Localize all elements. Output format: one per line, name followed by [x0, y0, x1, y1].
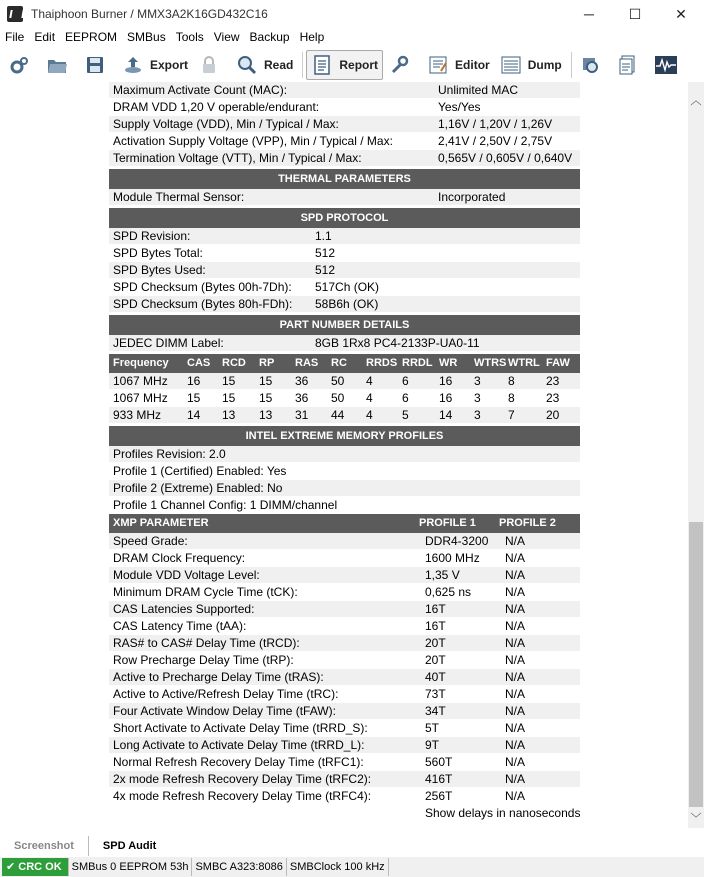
xmp-param-row: [109, 635, 580, 652]
menu-item-eeprom[interactable]: EEPROM: [65, 30, 118, 44]
voltage-row-key: Maximum Activate Count (MAC):: [113, 83, 288, 97]
timings-cell: 6: [402, 374, 409, 388]
xmp-info-row: [109, 446, 580, 463]
scrollbar-thumb[interactable]: [689, 522, 703, 807]
xmp-param-cell: N/A: [505, 772, 526, 786]
timings-col-header: FAW: [546, 357, 570, 369]
smbclock-status: SMBClock 100 kHz: [287, 858, 389, 876]
timings-cell: 16: [187, 374, 201, 388]
title-bar[interactable]: [0, 0, 704, 28]
xmp-param-cell: Row Precharge Delay Time (tRP):: [113, 653, 294, 667]
xmp-header: INTEL EXTREME MEMORY PROFILES: [109, 426, 580, 446]
wrench-button[interactable]: [385, 50, 421, 80]
show-delays-link[interactable]: Show delays in nanoseconds: [425, 806, 581, 820]
timings-cell: 4: [366, 408, 373, 422]
xmp-param-cell: 34T: [425, 704, 446, 718]
thermal-row-key: Module Thermal Sensor:: [113, 190, 245, 204]
timings-col-header: RRDS: [366, 357, 398, 369]
xmp-param-cell: 560T: [425, 755, 453, 769]
xmp-info-row: [109, 497, 580, 514]
timings-cell: 15: [259, 374, 273, 388]
timings-cell: 15: [259, 391, 273, 405]
timings-col-header: RC: [331, 357, 347, 369]
xmp-param-row: [109, 771, 580, 788]
xmp-param-row: [109, 584, 580, 601]
xmp-param-cell: 40T: [425, 670, 446, 684]
dump-button[interactable]: [496, 50, 566, 80]
voltage-row-key: Termination Voltage (VTT), Min / Typical / Max:: [113, 151, 362, 165]
xmp-param-cell: CAS Latencies Supported:: [113, 602, 255, 616]
voltage-row: [109, 82, 580, 99]
timings-cell: 6: [402, 391, 409, 405]
export-label: Export: [150, 58, 189, 72]
xmp-param-cell: 73T: [425, 687, 446, 701]
voltage-row-value: 0,565V / 0,605V / 0,640V: [438, 151, 573, 165]
timings-cell: 8: [508, 391, 515, 405]
xmp-param-cell: Module VDD Voltage Level:: [113, 568, 260, 582]
timings-row: [109, 373, 580, 390]
window-title: Thaiphoon Burner / MMX3A2K16GD432C16: [31, 7, 268, 21]
crc-status: ✔ CRC OK: [2, 858, 69, 876]
smbc-status: SMBC A323:8086: [192, 858, 286, 876]
timings-cell: 933 MHz: [113, 408, 162, 422]
timings-header: [109, 354, 580, 373]
chip-search-icon: [579, 54, 601, 76]
xmp-param-row: [109, 601, 580, 618]
toolbar: [0, 48, 704, 82]
timings-cell: 44: [331, 408, 345, 422]
timings-cell: 20: [546, 408, 560, 422]
vertical-scrollbar[interactable]: [688, 82, 704, 828]
timings-cell: 16: [439, 374, 453, 388]
spd-row: [109, 228, 580, 245]
read-button[interactable]: [232, 50, 297, 80]
timings-row: [109, 407, 580, 424]
xmp-param-cell: N/A: [505, 687, 526, 701]
save-file-button[interactable]: [80, 50, 116, 80]
xmp-param-cell: 5T: [425, 721, 440, 735]
voltage-row-value: 2,41V / 2,50V / 2,75V: [438, 134, 553, 148]
timings-cell: 15: [222, 374, 236, 388]
timings-cell: 4: [366, 391, 373, 405]
xmp-param-cell: N/A: [505, 568, 526, 582]
xmp-param-cell: Short Activate to Activate Delay Time (tRRD_S):: [113, 721, 368, 735]
scroll-up-arrow-icon[interactable]: ︿: [690, 95, 702, 107]
spd-row-value: 58B6h (OK): [315, 297, 379, 311]
timings-col-header: CAS: [187, 357, 211, 369]
timings-cell: 14: [187, 408, 201, 422]
spd-row-key: SPD Bytes Used:: [113, 263, 206, 277]
xmp-param-cell: 256T: [425, 789, 453, 803]
voltage-row-value: Unlimited MAC: [438, 83, 519, 97]
settings-tool-button[interactable]: [4, 50, 40, 80]
report-button[interactable]: [306, 50, 383, 80]
part-number-row-value: 8GB 1Rx8 PC4-2133P-UA0-11: [315, 336, 480, 350]
timings-cell: 31: [295, 408, 309, 422]
lock-icon: [198, 54, 220, 76]
timings-cell: 1067 MHz: [113, 391, 168, 405]
xmp-param-row: [109, 567, 580, 584]
xmp-param-cell: N/A: [505, 534, 526, 548]
smbus-status: SMBus 0 EEPROM 53h: [69, 858, 193, 876]
xmp-param-cell: DDR4-3200: [425, 534, 489, 548]
report-label: Report: [339, 58, 379, 72]
xmp-param-cell: Speed Grade:: [113, 534, 188, 548]
spd-report: [109, 82, 580, 822]
xmp-param-cell: 1,35 V: [425, 568, 460, 582]
xmp-col-header: PROFILE 1: [419, 517, 476, 529]
menu-item-smbus[interactable]: SMBus: [127, 30, 166, 44]
spd-row-key: SPD Bytes Total:: [113, 246, 203, 260]
timings-cell: 14: [439, 408, 453, 422]
xmp-param-row: [109, 720, 580, 737]
spd-row-key: SPD Checksum (Bytes 80h-FDh):: [113, 297, 293, 311]
timings-col-header: RAS: [295, 357, 319, 369]
xmp-param-cell: Normal Refresh Recovery Delay Time (tRFC1):: [113, 755, 364, 769]
thermal-header: THERMAL PARAMETERS: [109, 169, 580, 189]
xmp-info-text: Profile 1 (Certified) Enabled: Yes: [113, 464, 287, 478]
spd-row-key: SPD Revision:: [113, 229, 191, 243]
menu-item-backup[interactable]: Backup: [249, 30, 290, 44]
xmp-param-row: [109, 788, 580, 805]
timings-cell: 23: [546, 374, 560, 388]
toolbar-separator: [571, 52, 572, 78]
report-icon: [311, 54, 333, 76]
voltage-row-key: DRAM VDD 1,20 V operable/endurant:: [113, 100, 320, 114]
timings-col-header: Frequency: [113, 357, 169, 369]
timings-cell: 3: [474, 408, 481, 422]
waveform-icon: [655, 54, 677, 76]
timings-cell: 15: [187, 391, 201, 405]
spd-row-value: 512: [315, 263, 336, 277]
xmp-param-cell: 9T: [425, 738, 440, 752]
part-number-row: [109, 335, 580, 352]
timings-col-header: WR: [439, 357, 458, 369]
xmp-param-cell: 0,625 ns: [425, 585, 472, 599]
timings-cell: 7: [508, 408, 515, 422]
timings-cell: 36: [295, 391, 309, 405]
xmp-col-header: PROFILE 2: [499, 517, 556, 529]
xmp-param-cell: N/A: [505, 755, 526, 769]
xmp-param-cell: 2x mode Refresh Recovery Delay Time (tRFC2):: [113, 772, 372, 786]
xmp-param-cell: N/A: [505, 721, 526, 735]
document-icon: [617, 54, 639, 76]
menu-item-view[interactable]: View: [213, 30, 240, 44]
spd-row: [109, 262, 580, 279]
voltage-row-key: Supply Voltage (VDD), Min / Typical / Max:: [113, 117, 339, 131]
xmp-info-row: [109, 480, 580, 497]
timings-cell: 13: [259, 408, 273, 422]
timings-cell: 50: [331, 374, 345, 388]
xmp-param-cell: Long Activate to Activate Delay Time (tRRD_L):: [113, 738, 365, 752]
spd-row: [109, 245, 580, 262]
xmp-param-row: [109, 703, 580, 720]
timings-cell: 3: [474, 374, 481, 388]
chip-info-button[interactable]: [575, 50, 611, 80]
read-label: Read: [264, 58, 294, 72]
voltage-row: [109, 116, 580, 133]
spd-row-key: SPD Checksum (Bytes 00h-7Dh):: [113, 280, 292, 294]
xmp-param-row: [109, 737, 580, 754]
crc-status-label: CRC OK: [18, 861, 62, 873]
delays-option[interactable]: [109, 805, 580, 822]
bottom-tabs: [0, 836, 704, 856]
xmp-param-row: [109, 669, 580, 686]
timings-cell: 23: [546, 391, 560, 405]
timings-col-header: WTRL: [508, 357, 540, 369]
spd-row: [109, 279, 580, 296]
voltage-row: [109, 99, 580, 116]
xmp-param-cell: 4x mode Refresh Recovery Delay Time (tRFC4):: [113, 789, 372, 803]
dump-label: Dump: [527, 58, 562, 72]
xmp-param-cell: Four Activate Window Delay Time (tFAW):: [113, 704, 336, 718]
spd-header: SPD PROTOCOL: [109, 208, 580, 228]
timings-cell: 1067 MHz: [113, 374, 168, 388]
xmp-param-cell: 1600 MHz: [425, 551, 480, 565]
voltage-row-key: Activation Supply Voltage (VPP), Min / Typical / Max:: [113, 134, 393, 148]
app-logo-icon: [7, 6, 23, 22]
xmp-param-cell: N/A: [505, 670, 526, 684]
thermal-row-value: Incorporated: [438, 190, 506, 204]
xmp-param-row: [109, 652, 580, 669]
xmp-info-row: [109, 463, 580, 480]
editor-button[interactable]: [423, 50, 494, 80]
menu-bar: [0, 28, 704, 46]
open-file-button[interactable]: [42, 50, 78, 80]
xmp-param-cell: N/A: [505, 704, 526, 718]
part-number-header: PART NUMBER DETAILS: [109, 315, 580, 335]
maximize-button[interactable]: ☐: [628, 5, 642, 22]
tab-spd-audit[interactable]: SPD Audit: [102, 840, 157, 852]
xmp-param-cell: N/A: [505, 789, 526, 803]
timings-col-header: RRDL: [402, 357, 433, 369]
floppy-disk-icon: [84, 54, 106, 76]
document-button[interactable]: [613, 50, 649, 80]
xmp-param-cell: N/A: [505, 585, 526, 599]
xmp-params-header: [109, 514, 580, 533]
voltage-row: [109, 150, 580, 167]
timings-cell: 15: [222, 391, 236, 405]
folder-icon: [46, 54, 68, 76]
minimize-button[interactable]: ─: [584, 6, 594, 22]
xmp-param-row: [109, 618, 580, 635]
xmp-param-cell: N/A: [505, 619, 526, 633]
scroll-down-arrow-icon[interactable]: ﹀: [690, 813, 702, 825]
xmp-param-cell: Active to Active/Refresh Delay Time (tRC):: [113, 687, 339, 701]
timings-row: [109, 390, 580, 407]
spd-row-value: 517Ch (OK): [315, 280, 380, 294]
timings-col-header: RCD: [222, 357, 246, 369]
timings-cell: 13: [222, 408, 236, 422]
xmp-param-row: [109, 533, 580, 550]
voltage-row-value: Yes/Yes: [438, 100, 481, 114]
timings-cell: 3: [474, 391, 481, 405]
xmp-info-text: Profile 1 Channel Config: 1 DIMM/channel: [113, 498, 338, 512]
timings-cell: 4: [366, 374, 373, 388]
menu-item-help[interactable]: Help: [299, 30, 325, 44]
spd-row-value: 1.1: [315, 229, 332, 243]
status-bar: [0, 857, 704, 877]
xmp-param-row: [109, 686, 580, 703]
menu-item-tools[interactable]: Tools: [175, 30, 204, 44]
spd-row-value: 512: [315, 246, 336, 260]
export-icon: [122, 54, 144, 76]
thermal-row: [109, 189, 580, 206]
xmp-param-cell: N/A: [505, 636, 526, 650]
xmp-info-text: Profiles Revision: 2.0: [113, 447, 226, 461]
timings-cell: 36: [295, 374, 309, 388]
part-number-row-key: JEDEC DIMM Label:: [113, 336, 224, 350]
xmp-param-row: [109, 550, 580, 567]
tab-screenshot[interactable]: Screenshot: [0, 836, 89, 856]
export-button[interactable]: [118, 50, 192, 80]
spd-row: [109, 296, 580, 313]
timings-col-header: RP: [259, 357, 275, 369]
timings-cell: 16: [439, 391, 453, 405]
wrench-icon: [389, 54, 411, 76]
xmp-param-cell: 16T: [425, 602, 446, 616]
close-button[interactable]: ✕: [675, 5, 687, 22]
dump-icon: [500, 54, 522, 76]
xmp-param-cell: N/A: [505, 653, 526, 667]
xmp-param-cell: N/A: [505, 602, 526, 616]
menu-item-edit[interactable]: Edit: [34, 30, 56, 44]
xmp-param-cell: 16T: [425, 619, 446, 633]
toolbar-separator: [302, 52, 303, 78]
xmp-param-cell: DRAM Clock Frequency:: [113, 551, 246, 565]
report-view[interactable]: [0, 82, 688, 828]
timings-cell: 5: [402, 408, 409, 422]
xmp-param-cell: N/A: [505, 738, 526, 752]
xmp-param-cell: N/A: [505, 551, 526, 565]
timings-col-header: WTRS: [474, 357, 507, 369]
timings-cell: 50: [331, 391, 345, 405]
editor-icon: [427, 54, 449, 76]
xmp-param-cell: 416T: [425, 772, 453, 786]
xmp-param-cell: CAS Latency Time (tAA):: [113, 619, 247, 633]
xmp-param-cell: 20T: [425, 636, 446, 650]
xmp-param-cell: Minimum DRAM Cycle Time (tCK):: [113, 585, 298, 599]
menu-item-file[interactable]: File: [5, 30, 25, 44]
voltage-row: [109, 133, 580, 150]
voltage-row-value: 1,16V / 1,20V / 1,26V: [438, 117, 553, 131]
timings-cell: 8: [508, 374, 515, 388]
xmp-param-cell: RAS# to CAS# Delay Time (tRCD):: [113, 636, 300, 650]
xmp-col-header: XMP PARAMETER: [113, 517, 209, 529]
lock-button[interactable]: [194, 50, 230, 80]
xmp-param-cell: Active to Precharge Delay Time (tRAS):: [113, 670, 324, 684]
editor-label: Editor: [455, 58, 490, 72]
xmp-param-row: [109, 754, 580, 771]
xmp-param-cell: 20T: [425, 653, 446, 667]
magnifier-icon: [236, 54, 258, 76]
gears-icon: [8, 54, 30, 76]
oscilloscope-button[interactable]: [651, 50, 687, 80]
xmp-info-text: Profile 2 (Extreme) Enabled: No: [113, 481, 283, 495]
